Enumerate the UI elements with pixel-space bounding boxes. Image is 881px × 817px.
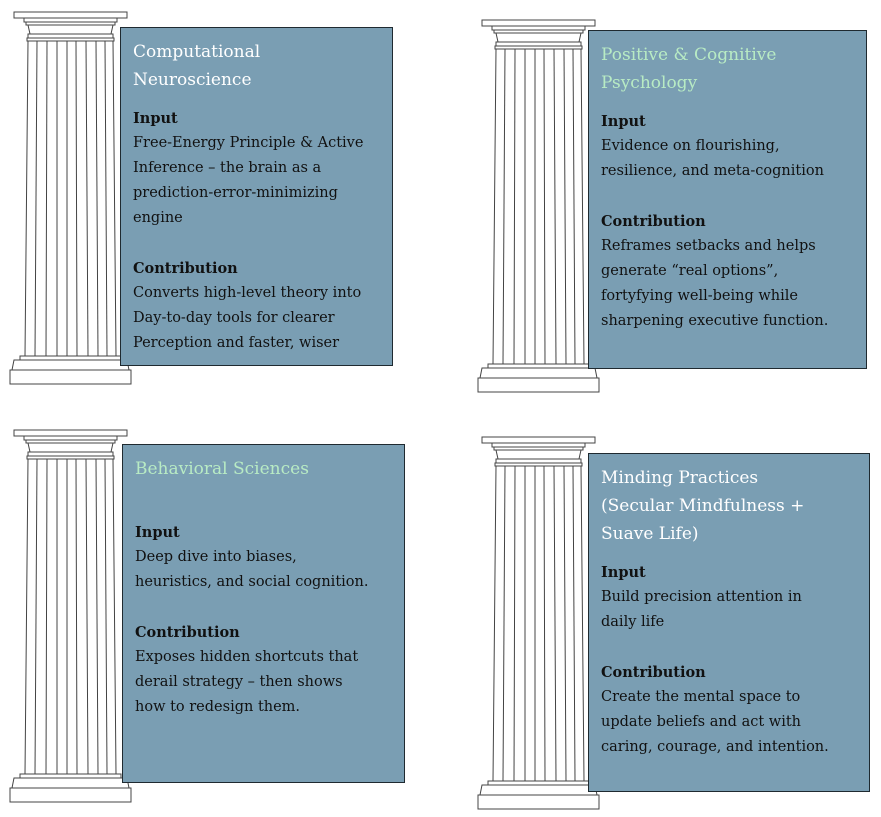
column-icon-3 [8, 428, 133, 806]
input-label: Input [133, 110, 178, 127]
doric-column-icon [8, 10, 133, 388]
pillar-card-positive-cognitive-psychology [588, 30, 867, 369]
card-title: Minding Practices (Secular Mindfulness + Suave Life) [601, 468, 805, 544]
contribution-label: Contribution [135, 624, 240, 641]
doric-column-icon [8, 428, 133, 806]
contribution-text: Reframes setbacks and helps generate “real options”, fortyfying well-being while sharpening executive function. [601, 238, 829, 329]
card-title: Behavioral Sciences [135, 459, 309, 479]
pillar-card-behavioral-sciences [122, 444, 405, 783]
contribution-label: Contribution [601, 213, 706, 230]
card-title: Computational Neuroscience [133, 42, 261, 90]
pillar-card-minding-practices [588, 453, 870, 792]
doric-column-icon [476, 18, 601, 396]
input-text: Evidence on flourishing, resilience, and meta-cognition [601, 138, 824, 179]
input-text: Build precision attention in daily life [601, 589, 802, 630]
column-icon-1 [8, 10, 133, 388]
input-text: Free-Energy Principle & Active Inference – the brain as a prediction-error-minimizing engine [133, 135, 364, 226]
input-label: Input [601, 113, 646, 130]
input-label: Input [135, 524, 180, 541]
contribution-text: Exposes hidden shortcuts that derail strategy – then shows how to redesign them. [135, 649, 359, 715]
card-title: Positive & Cognitive Psychology [601, 45, 777, 93]
input-text: Deep dive into biases, heuristics, and social cognition. [135, 549, 369, 590]
contribution-label: Contribution [133, 260, 238, 277]
input-label: Input [601, 564, 646, 581]
contribution-label: Contribution [601, 664, 706, 681]
contribution-text: Converts high-level theory into Day-to-day tools for clearer Perception and faster, wiser [133, 285, 362, 351]
column-icon-4 [476, 435, 601, 813]
pillar-card-computational-neuroscience [120, 27, 393, 366]
column-icon-2 [476, 18, 601, 396]
doric-column-icon [476, 435, 601, 813]
contribution-text: Create the mental space to update beliefs and act with caring, courage, and intention. [601, 689, 829, 755]
